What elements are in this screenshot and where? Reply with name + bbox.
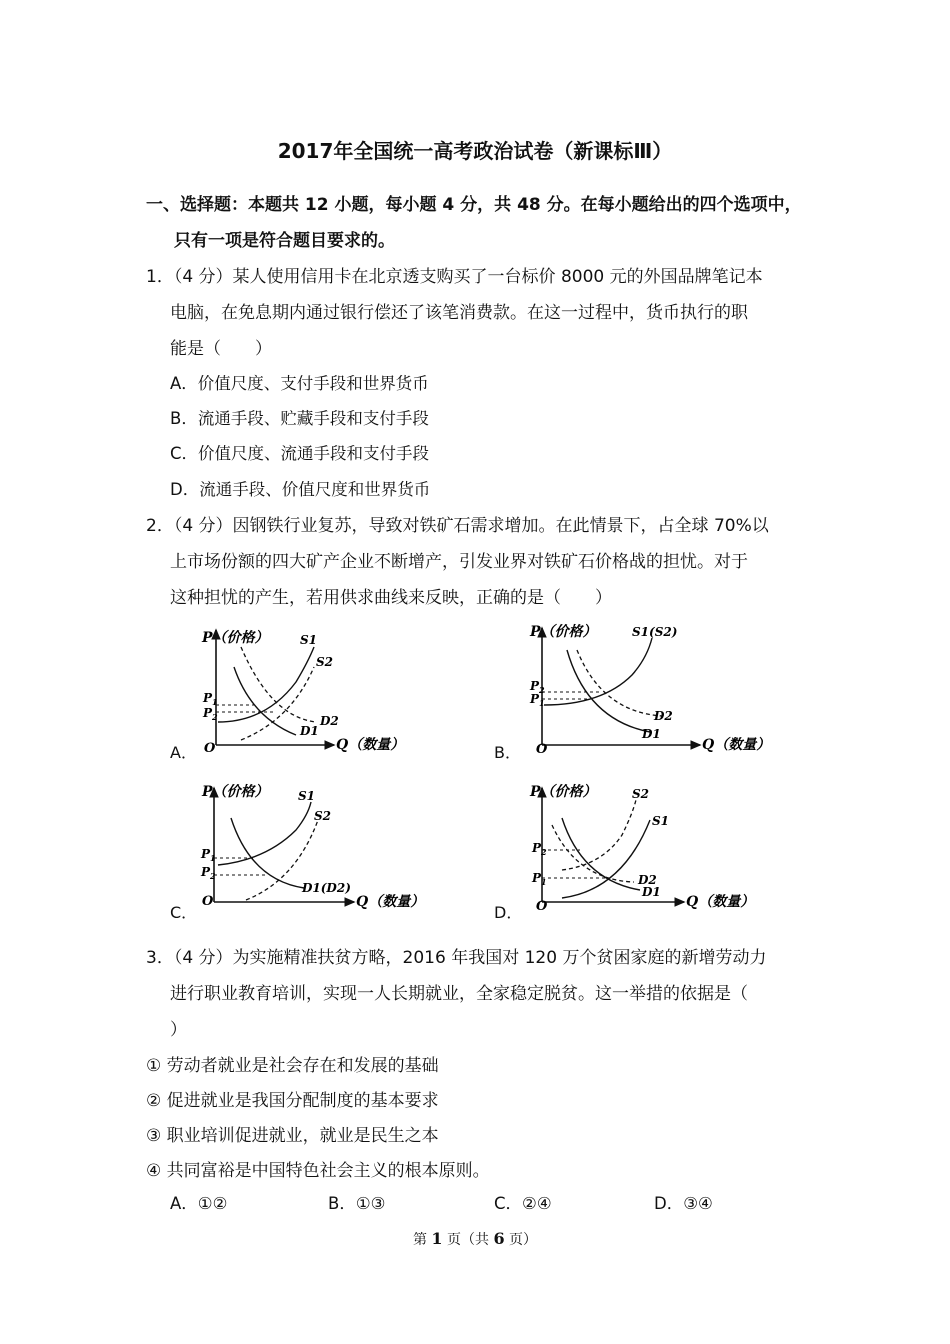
- p2-label: $P_2$: [532, 841, 547, 857]
- demand-curve-d1: [562, 818, 640, 890]
- q2-stem-line: 上市场份额的四大矿产企业不断增产，引发业界对铁矿石价格战的担忧。对于: [170, 552, 748, 572]
- page-total: 6: [493, 1229, 505, 1248]
- graph-a: [196, 622, 446, 757]
- q1-option-c[interactable]: C．价值尺度、流通手段和支付手段: [170, 444, 430, 463]
- q2-option-a[interactable]: A．: [170, 743, 197, 762]
- section-heading-cont: 只有一项是符合题目要求的。: [174, 231, 395, 251]
- curve-label: D1: [642, 727, 661, 741]
- q3-option-c[interactable]: C．②④: [494, 1194, 552, 1213]
- q3-stem-line: ）: [170, 1020, 187, 1040]
- axis-x-label: Q（数量）: [356, 894, 425, 910]
- q3-item: ④ 共同富裕是中国特色社会主义的根本原则。: [146, 1161, 490, 1181]
- supply-curve-s1: [218, 647, 314, 722]
- q3-item: ③ 职业培训促进就业，就业是民生之本: [146, 1126, 439, 1146]
- q2-option-d[interactable]: D．: [494, 903, 523, 922]
- q3-item: ① 劳动者就业是社会存在和发展的基础: [146, 1056, 439, 1076]
- curve-label: S1: [298, 789, 316, 803]
- footer-text: 第: [412, 1232, 432, 1248]
- axis-y-label: P（价格）: [202, 784, 269, 800]
- q3-stem-line: 进行职业教育培训，实现一人长期就业，全家稳定脱贫。这一举措的依据是（: [170, 984, 748, 1004]
- curve-label: S1: [652, 814, 670, 828]
- curve-label: D2: [320, 714, 339, 728]
- footer-text: 页）: [504, 1232, 538, 1248]
- p2-label: $P_2$: [201, 865, 216, 881]
- q2-stem-line: 这种担忧的产生，若用供求曲线来反映，正确的是（ ）: [170, 588, 612, 608]
- origin-label: O: [204, 741, 216, 756]
- curve-label: S1(S2): [632, 625, 678, 639]
- curve-label: D2: [638, 873, 657, 887]
- q3-option-b[interactable]: B．①③: [328, 1194, 386, 1213]
- origin-label: O: [536, 899, 548, 914]
- section-heading: 一、选择题：本题共 12 小题，每小题 4 分，共 48 分。在每小题给出的四个选项中，: [146, 195, 802, 215]
- page-title: 2017年全国统一高考政治试卷（新课标Ⅲ）: [277, 139, 673, 163]
- q2-stem-line: 2．（4 分）因钢铁行业复苏，导致对铁矿石需求增加。在此情景下，占全球 70%以: [146, 516, 769, 536]
- page-number: 1: [431, 1229, 443, 1248]
- p2-label: $P_2$: [203, 706, 218, 722]
- curve-label: S2: [314, 809, 332, 823]
- q2-option-b[interactable]: B．: [494, 743, 521, 762]
- supply-curve-s2: [562, 800, 636, 870]
- supply-curve-s1: [562, 820, 650, 898]
- axis-y-label: P（价格）: [530, 624, 597, 640]
- axis-x-label: Q（数量）: [686, 894, 755, 910]
- q1-stem-line: 能是（ ）: [170, 339, 272, 359]
- demand-curve-d2: [552, 825, 634, 882]
- q3-option-d[interactable]: D．③④: [654, 1194, 713, 1213]
- supply-curve-s1: [218, 802, 311, 865]
- q3-item: ② 促进就业是我国分配制度的基本要求: [146, 1091, 439, 1111]
- p1-label: $P_1$: [532, 871, 547, 887]
- demand-curve-d2: [577, 650, 662, 716]
- graph-c: [196, 780, 446, 915]
- curve-label: S2: [632, 787, 650, 801]
- origin-label: O: [536, 742, 548, 755]
- q1-option-d[interactable]: D．流通手段、价值尺度和世界货币: [170, 480, 431, 499]
- q1-option-a[interactable]: A．价值尺度、支付手段和世界货币: [170, 374, 429, 393]
- demand-curve-d1d2: [231, 818, 304, 888]
- q2-option-c[interactable]: C．: [170, 903, 198, 922]
- q3-option-a[interactable]: A．①②: [170, 1194, 228, 1213]
- footer-text: 页（共: [442, 1232, 494, 1248]
- p1-label: $P_1$: [201, 847, 216, 863]
- curve-label: D2: [654, 709, 673, 723]
- demand-curve-d1: [567, 650, 650, 732]
- origin-label: O: [202, 894, 214, 909]
- q3-stem-line: 3．（4 分）为实施精准扶贫方略，2016 年我国对 120 万个贫困家庭的新增劳动力: [146, 948, 767, 968]
- curve-label: D1: [300, 724, 319, 738]
- curve-label: D1: [642, 885, 661, 899]
- supply-curve-s1s2: [544, 638, 652, 705]
- axis-x-label: Q（数量）: [702, 737, 771, 753]
- axis-y-label: P（价格）: [530, 784, 597, 800]
- q1-option-b[interactable]: B．流通手段、贮藏手段和支付手段: [170, 409, 429, 428]
- p1-label: $P_1$: [530, 692, 545, 708]
- curve-label: S2: [316, 655, 334, 669]
- curve-label: D1(D2): [302, 881, 351, 895]
- curve-label: S1: [300, 633, 318, 647]
- axis-y-label: P（价格）: [202, 630, 269, 646]
- page-footer: [0, 1229, 950, 1249]
- demand-curve-d1: [234, 667, 296, 735]
- graph-d: [522, 780, 782, 915]
- p1-label: $P_1$: [203, 691, 218, 707]
- q1-stem-line: 电脑，在免息期内通过银行偿还了该笔消费款。在这一过程中，货币执行的职: [170, 303, 748, 323]
- graph-b: [522, 620, 782, 755]
- p2-label: $P_2$: [530, 679, 545, 695]
- q1-stem-line: 1．（4 分）某人使用信用卡在北京透支购买了一台标价 8000 元的外国品牌笔记本: [146, 267, 763, 287]
- axis-x-label: Q（数量）: [336, 737, 405, 753]
